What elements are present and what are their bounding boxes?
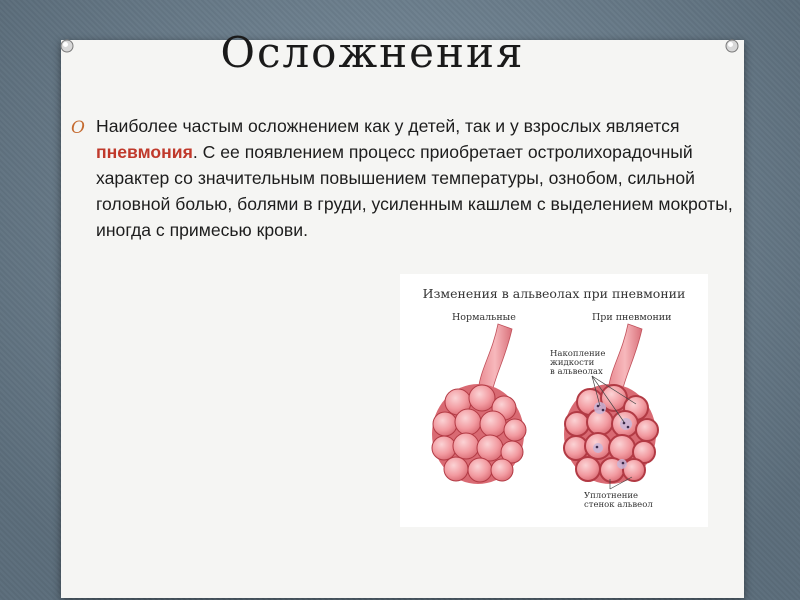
slide-title: Осложнения — [220, 28, 525, 77]
inflamed-alveoli — [564, 384, 658, 484]
highlight-term: пневмония — [96, 142, 193, 162]
note-fluid-accumulation: Накопление жидкости в альвеолах — [550, 349, 606, 377]
normal-alveoli — [432, 384, 526, 484]
body-text-end: . С ее появлением процесс приобретает остролихорадочный характер со значительным повышением температуры, ознобом, сильной головной болью, болями в груди, усиленным кашлем с выделением мокроты, иногда с примесью крови. — [96, 142, 733, 240]
body-text-start: Наиболее частым осложнением как у детей, так и у взрослых является — [96, 116, 680, 136]
bullet-icon: O — [71, 118, 85, 138]
body-paragraph — [96, 113, 736, 243]
label-normal: Нормальные — [452, 312, 516, 323]
label-pneumonia: При пневмонии — [592, 312, 672, 323]
alveoli-figure — [400, 274, 708, 527]
note-wall-thickening: Уплотнение стенок альвеол — [584, 491, 653, 510]
figure-title: Изменения в альвеолах при пневмонии — [422, 286, 686, 301]
